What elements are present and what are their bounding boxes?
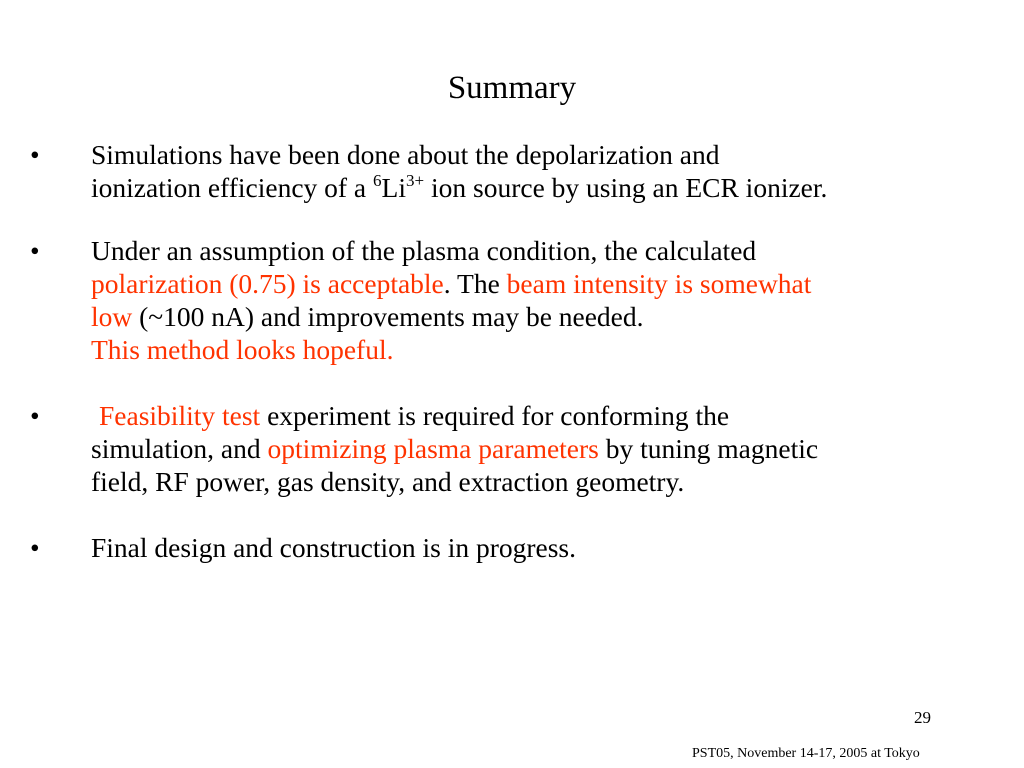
slide-title: Summary xyxy=(447,70,577,106)
bullet-line xyxy=(91,432,1021,465)
bullet-glyph: • xyxy=(30,532,40,563)
bullet-line xyxy=(91,234,1021,267)
footer-text: PST05, November 14-17, 2005 at Tokyo xyxy=(692,746,920,761)
text-segment: Simulations have been done about the depolarization and xyxy=(91,139,720,170)
bullet-text xyxy=(91,138,1021,204)
text-segment: experiment is required for conforming the xyxy=(260,400,730,431)
text-segment: (~100 nA) and improvements may be needed. xyxy=(132,301,644,332)
highlight-beam-intensity: beam intensity is somewhat xyxy=(506,268,812,299)
bullet-line xyxy=(91,300,1021,333)
highlight-optimizing: optimizing plasma parameters xyxy=(267,433,599,464)
bullet-line xyxy=(91,399,1021,432)
isotope-mass-number: 6 xyxy=(373,170,382,190)
text-segment: by tuning magnetic xyxy=(598,433,819,464)
highlight-low: low xyxy=(91,301,133,332)
highlight-polarization: polarization (0.75) is acceptable xyxy=(91,268,444,299)
bullet-text xyxy=(91,399,1021,498)
highlight-feasibility-test: Feasibility test xyxy=(99,400,261,431)
element-symbol: Li xyxy=(381,172,406,203)
page-number: 29 xyxy=(914,708,931,727)
ion-charge: 3+ xyxy=(405,170,425,190)
bullet-line xyxy=(91,267,1021,300)
highlight-hopeful: This method looks hopeful. xyxy=(91,334,394,365)
bullet-glyph: • xyxy=(30,235,40,266)
bullet-line xyxy=(91,465,1021,498)
bullet-line xyxy=(91,333,1021,366)
text-segment: ionization efficiency of a xyxy=(91,172,374,203)
text-segment: Under an assumption of the plasma condition, the calculated xyxy=(91,235,757,266)
bullet-text xyxy=(91,234,1021,366)
bullet-glyph: • xyxy=(30,139,40,170)
bullet-line xyxy=(91,171,1021,204)
bullet-line xyxy=(91,138,1021,171)
bullet-text xyxy=(91,531,1021,564)
text-segment: field, RF power, gas density, and extraction geometry. xyxy=(91,466,685,497)
bullet-glyph: • xyxy=(30,400,40,431)
text-segment: Final design and construction is in progress. xyxy=(91,532,577,563)
text-segment: . The xyxy=(443,268,507,299)
text-segment: ion source by using an ECR ionizer. xyxy=(424,172,828,203)
text-segment: simulation, and xyxy=(91,433,268,464)
bullet-line xyxy=(91,531,1021,564)
